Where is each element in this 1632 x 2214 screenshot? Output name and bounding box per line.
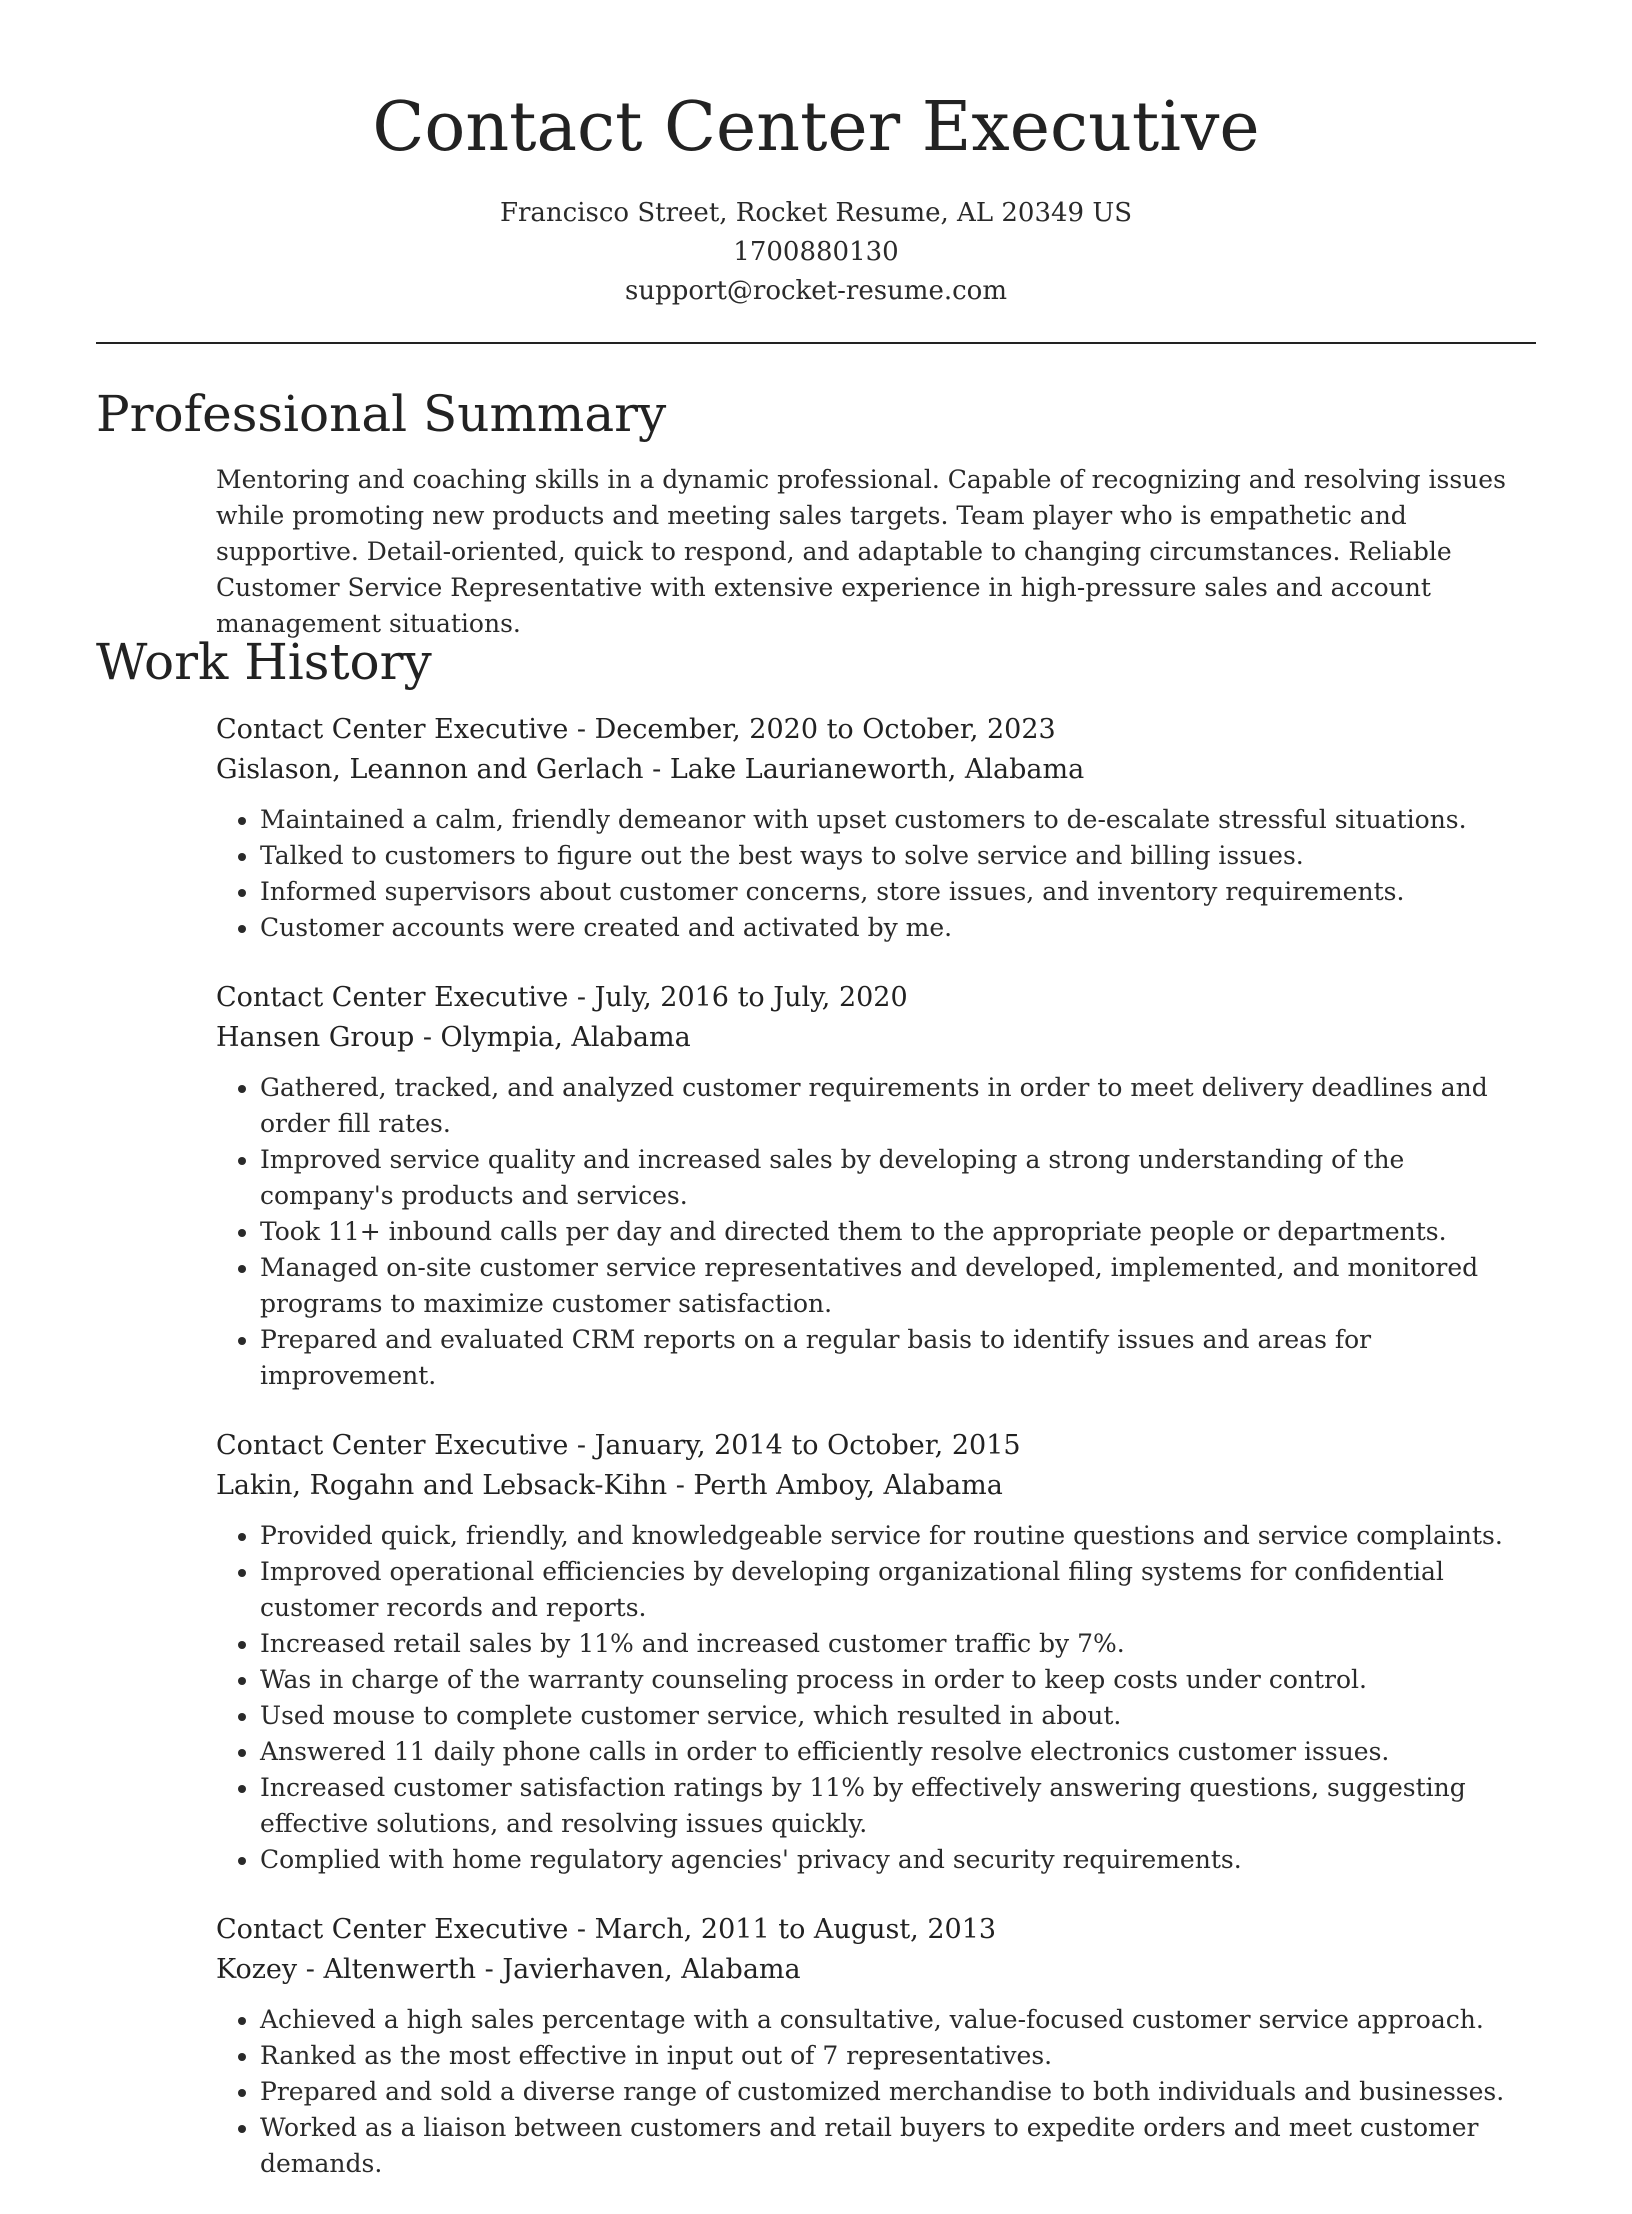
header-divider (96, 342, 1536, 344)
list-item: • Took 11+ inbound calls per day and directed them to the appropriate people or departments. (260, 1214, 1536, 1250)
resume-header (0, 0, 1632, 311)
summary-heading: Professional Summary (96, 385, 667, 443)
job-role: Contact Center Executive (216, 1430, 569, 1461)
job-company-line: Kozey - Altenwerth - Javierhaven, Alabama (216, 1954, 801, 1985)
list-item: • Prepared and evaluated CRM reports on a regular basis to identify issues and areas for improvement. (260, 1322, 1536, 1394)
list-item: • Managed on-site customer service representatives and developed, implemented, and monitored programs to maximize customer satisfaction. (260, 1250, 1536, 1322)
job-location: Olympia, Alabama (440, 1022, 691, 1053)
job-bullets (216, 2002, 1536, 2182)
email: support@rocket-resume.com (624, 276, 1007, 306)
job-company: Hansen Group (216, 1022, 415, 1053)
job-title-line: Contact Center Executive - July, 2016 to July, 2020 (216, 982, 908, 1013)
job-entry (216, 978, 1536, 1394)
work-history-list (216, 710, 1536, 2214)
job-location: Javierhaven, Alabama (502, 1954, 801, 1985)
phone: 1700880130 (733, 237, 899, 267)
list-item: • Maintained a calm, friendly demeanor with upset customers to de-escalate stressful situations. (260, 802, 1536, 838)
job-entry (216, 1426, 1536, 1878)
job-company: Gislason, Leannon and Gerlach (216, 754, 644, 785)
list-item: • Improved operational efficiencies by developing organizational filing systems for confidential customer records and reports. (260, 1554, 1536, 1626)
job-location: Perth Amboy, Alabama (693, 1470, 1003, 1501)
candidate-name: Contact Center Executive (372, 88, 1260, 167)
list-item: • Talked to customers to figure out the best ways to solve service and billing issues. (260, 838, 1536, 874)
job-dates: July, 2016 to July, 2020 (594, 982, 908, 1013)
list-item: • Answered 11 daily phone calls in order to efficiently resolve electronics customer issues. (260, 1734, 1536, 1770)
job-company: Lakin, Rogahn and Lebsack-Kihn (216, 1470, 668, 1501)
job-company: Kozey - Altenwerth (216, 1954, 477, 1985)
list-item: • Increased customer satisfaction ratings by 11% by effectively answering questions, suggesting effective solutions, and resolving issues quickly. (260, 1770, 1536, 1842)
job-title-line: Contact Center Executive - January, 2014 to October, 2015 (216, 1430, 1021, 1461)
work-history-heading: Work History (96, 633, 432, 691)
job-entry (216, 710, 1536, 946)
list-item: • Prepared and sold a diverse range of customized merchandise to both individuals and businesses. (260, 2074, 1536, 2110)
job-location: Lake Laurianeworth, Alabama (669, 754, 1085, 785)
list-item: • Informed supervisors about customer concerns, store issues, and inventory requirements. (260, 874, 1536, 910)
job-title-line: Contact Center Executive - December, 2020 to October, 2023 (216, 714, 1056, 745)
job-company-line: Lakin, Rogahn and Lebsack-Kihn - Perth Amboy, Alabama (216, 1470, 1003, 1501)
list-item: • Was in charge of the warranty counseling process in order to keep costs under control. (260, 1662, 1536, 1698)
list-item: • Increased retail sales by 11% and increased customer traffic by 7%. (260, 1626, 1536, 1662)
job-company-line: Gislason, Leannon and Gerlach - Lake Laurianeworth, Alabama (216, 754, 1085, 785)
job-dates: March, 2011 to August, 2013 (594, 1914, 997, 1945)
list-item: • Improved service quality and increased sales by developing a strong understanding of the company's products and services. (260, 1142, 1536, 1214)
job-role: Contact Center Executive (216, 982, 569, 1013)
list-item: • Customer accounts were created and activated by me. (260, 910, 1536, 946)
job-role: Contact Center Executive (216, 1914, 569, 1945)
job-company-line: Hansen Group - Olympia, Alabama (216, 1022, 691, 1053)
list-item: • Worked as a liaison between customers and retail buyers to expedite orders and meet customer demands. (260, 2110, 1536, 2182)
list-item: • Achieved a high sales percentage with a consultative, value-focused customer service approach. (260, 2002, 1536, 2038)
job-bullets (216, 1070, 1536, 1394)
job-role: Contact Center Executive (216, 714, 569, 745)
job-title-line: Contact Center Executive - March, 2011 to August, 2013 (216, 1914, 997, 1945)
list-item: • Gathered, tracked, and analyzed customer requirements in order to meet delivery deadlines and order fill rates. (260, 1070, 1536, 1142)
job-bullets (216, 1518, 1536, 1878)
list-item: • Ranked as the most effective in input out of 7 representatives. (260, 2038, 1536, 2074)
address: Francisco Street, Rocket Resume, AL 20349 US (499, 198, 1133, 228)
list-item: • Complied with home regulatory agencies' privacy and security requirements. (260, 1842, 1536, 1878)
list-item: • Provided quick, friendly, and knowledgeable service for routine questions and service complaints. (260, 1518, 1536, 1554)
contact-info (0, 194, 1632, 311)
job-entry (216, 1910, 1536, 2182)
job-dates: December, 2020 to October, 2023 (594, 714, 1056, 745)
job-dates: January, 2014 to October, 2015 (594, 1430, 1021, 1461)
summary-text: Mentoring and coaching skills in a dynamic professional. Capable of recognizing and resolving issues while promoting new products and meeting sales targets. Team player who is empathetic and supportive. Detail-oriented, quick to respond, and adaptable to changing circumstances. Reliable Customer Service Representative with extensive experience in high-pressure sales and account management situations. (216, 465, 1506, 638)
list-item: • Used mouse to complete customer service, which resulted in about. (260, 1698, 1536, 1734)
job-bullets (216, 802, 1536, 946)
